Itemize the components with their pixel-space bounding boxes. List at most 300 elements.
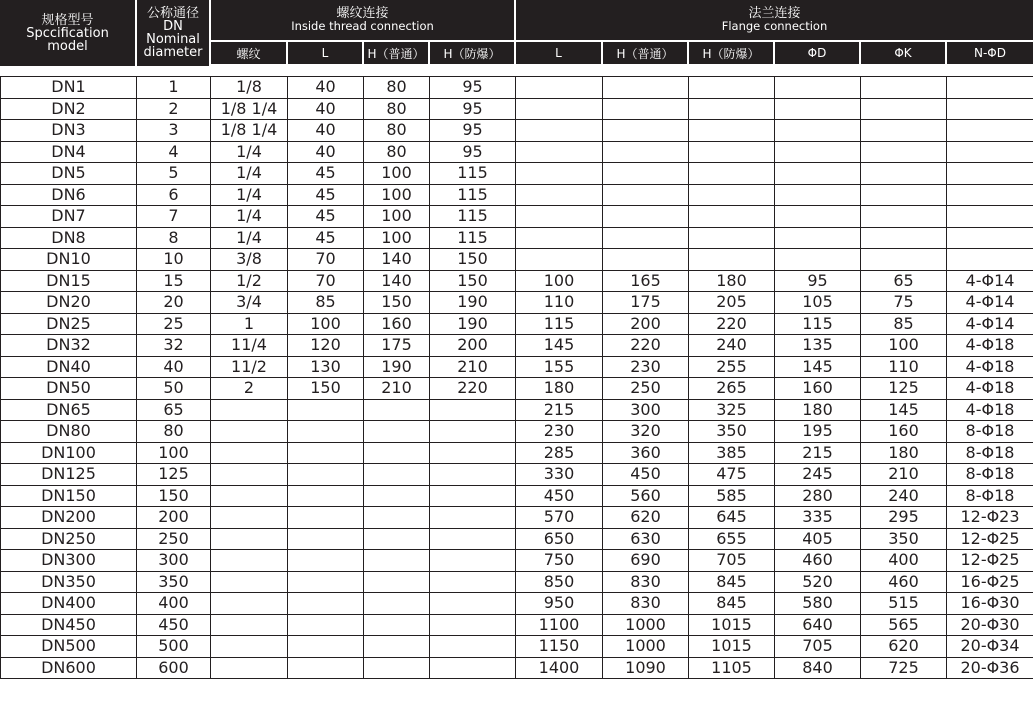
table-cell [775,120,861,142]
table-cell: 8 [137,227,211,249]
table-cell [211,657,288,679]
table-cell [947,227,1033,249]
table-cell: 845 [689,593,775,615]
table-cell: 140 [364,270,430,292]
model-cell: DN15 [1,270,137,292]
table-cell: 115 [430,184,516,206]
table-cell [861,184,947,206]
table-cell: 220 [603,335,689,357]
table-cell: 350 [137,571,211,593]
table-cell: 190 [430,292,516,314]
table-cell: 8-Φ18 [947,464,1033,486]
table-cell: 1/4 [211,163,288,185]
table-row [1,163,1033,185]
table-cell: 80 [364,77,430,99]
table-cell: 200 [603,313,689,335]
header-thread-cn: 螺纹连接 [336,6,389,21]
table-cell: 16-Φ25 [947,571,1033,593]
table-cell: 640 [775,614,861,636]
table-cell: 1/4 [211,206,288,228]
table-cell [516,98,603,120]
header-thread-group [211,0,514,40]
table-cell: 335 [775,507,861,529]
model-cell: DN8 [1,227,137,249]
table-cell: 300 [137,550,211,572]
table-cell: 600 [137,657,211,679]
table-cell: 80 [364,120,430,142]
table-cell: 4-Φ14 [947,270,1033,292]
table-cell: 250 [137,528,211,550]
table-cell [288,442,364,464]
table-cell [689,227,775,249]
header-dn-cn: 公称通径 [146,6,199,21]
table-cell [364,614,430,636]
table-cell: 12-Φ25 [947,528,1033,550]
table-cell [775,249,861,271]
model-cell: DN5 [1,163,137,185]
table-cell: 40 [137,356,211,378]
table-cell: 150 [430,270,516,292]
table-cell: 8-Φ18 [947,421,1033,443]
table-cell: 11/4 [211,335,288,357]
model-cell: DN10 [1,249,137,271]
table-cell: 460 [861,571,947,593]
table-cell [689,249,775,271]
table-cell [430,593,516,615]
table-cell: 95 [775,270,861,292]
table-cell [516,227,603,249]
table-cell [947,98,1033,120]
model-cell: DN150 [1,485,137,507]
table-cell: 180 [775,399,861,421]
table-cell: 135 [775,335,861,357]
table-cell: 205 [689,292,775,314]
table-cell: 6 [137,184,211,206]
table-cell: 450 [516,485,603,507]
table-cell: 360 [603,442,689,464]
model-cell: DN4 [1,141,137,163]
table-cell: 450 [137,614,211,636]
table-cell: 450 [603,464,689,486]
header-thread-col: H（普通） [364,42,428,64]
table-cell [364,464,430,486]
table-cell [775,163,861,185]
table-row [1,227,1033,249]
table-cell: 75 [861,292,947,314]
model-cell: DN125 [1,464,137,486]
header-spec-model-cn: 规格型号 [41,12,94,28]
table-row [1,528,1033,550]
table-cell: 655 [689,528,775,550]
table-row [1,141,1033,163]
table-cell: 160 [364,313,430,335]
table-cell: 45 [288,163,364,185]
header-flange-col: N-ΦD [947,42,1033,64]
table-cell: 100 [288,313,364,335]
table-cell: 210 [861,464,947,486]
table-cell: 950 [516,593,603,615]
header-flange-col: L [516,42,601,64]
table-cell: 32 [137,335,211,357]
table-cell: 210 [364,378,430,400]
table-cell: 565 [861,614,947,636]
table-cell: 95 [430,120,516,142]
table-cell [603,184,689,206]
table-cell [689,77,775,99]
table-cell: 350 [689,421,775,443]
table-cell [288,550,364,572]
model-cell: DN250 [1,528,137,550]
table-cell: 165 [603,270,689,292]
model-cell: DN40 [1,356,137,378]
table-cell: 15 [137,270,211,292]
table-row [1,206,1033,228]
model-cell: DN1 [1,77,137,99]
table-cell: 285 [516,442,603,464]
table-cell: 180 [516,378,603,400]
table-cell: 830 [603,571,689,593]
table-row [1,421,1033,443]
table-cell [775,184,861,206]
table-cell [364,593,430,615]
table-cell: 250 [603,378,689,400]
table-cell: 475 [689,464,775,486]
table-cell [516,141,603,163]
table-cell: 80 [364,141,430,163]
header-dn-l3: Nominal [146,32,200,47]
table-cell: 2 [211,378,288,400]
table-cell: 70 [288,270,364,292]
table-cell: 160 [861,421,947,443]
table-cell [603,77,689,99]
table-cell: 750 [516,550,603,572]
table-cell: 4-Φ14 [947,313,1033,335]
table-cell: 4-Φ18 [947,335,1033,357]
table-cell [947,77,1033,99]
table-cell: 1150 [516,636,603,658]
table-cell [603,163,689,185]
table-cell: 145 [516,335,603,357]
table-cell [288,571,364,593]
table-cell [689,184,775,206]
table-cell: 515 [861,593,947,615]
table-cell: 115 [775,313,861,335]
table-cell: 190 [430,313,516,335]
table-cell: 11/2 [211,356,288,378]
table-cell: 220 [430,378,516,400]
table-cell [364,528,430,550]
table-cell: 5 [137,163,211,185]
table-cell: 100 [364,227,430,249]
model-cell: DN350 [1,571,137,593]
table-cell [775,98,861,120]
table-cell: 1/4 [211,227,288,249]
header-spec-model [0,0,135,66]
table-cell: 100 [137,442,211,464]
table-cell: 50 [137,378,211,400]
table-cell: 245 [775,464,861,486]
table-row [1,184,1033,206]
table-cell [430,614,516,636]
table-cell [364,485,430,507]
table-cell: 3 [137,120,211,142]
table-cell [211,614,288,636]
table-cell: 105 [775,292,861,314]
table-cell [861,163,947,185]
table-cell: 240 [861,485,947,507]
table-cell [516,206,603,228]
table-cell: 180 [689,270,775,292]
table-cell [947,249,1033,271]
table-cell: 125 [137,464,211,486]
table-cell [288,636,364,658]
table-cell [288,464,364,486]
table-cell: 215 [775,442,861,464]
table-cell: 230 [516,421,603,443]
table-cell: 4-Φ18 [947,356,1033,378]
table-cell: 1/8 1/4 [211,98,288,120]
table-cell: 1100 [516,614,603,636]
table-cell: 320 [603,421,689,443]
table-cell: 560 [603,485,689,507]
table-cell: 95 [430,141,516,163]
table-cell: 330 [516,464,603,486]
header-flange-en: Flange connection [721,19,828,33]
model-cell: DN7 [1,206,137,228]
model-cell: DN65 [1,399,137,421]
table-row [1,378,1033,400]
table-cell [861,141,947,163]
table-cell [430,550,516,572]
table-cell: 12-Φ25 [947,550,1033,572]
table-cell: 4-Φ18 [947,399,1033,421]
table-cell: 40 [288,141,364,163]
table-cell: 620 [603,507,689,529]
table-row [1,657,1033,679]
table-cell: 80 [137,421,211,443]
table-cell: 1400 [516,657,603,679]
table-cell: 95 [430,98,516,120]
table-row [1,98,1033,120]
table-cell: 830 [603,593,689,615]
table-cell: 110 [516,292,603,314]
table-cell: 620 [861,636,947,658]
table-cell: 1105 [689,657,775,679]
table-cell: 145 [861,399,947,421]
model-cell: DN450 [1,614,137,636]
table-cell: 2 [137,98,211,120]
table-cell: 255 [689,356,775,378]
table-cell: 100 [516,270,603,292]
table-cell [430,442,516,464]
model-cell: DN50 [1,378,137,400]
table-row [1,507,1033,529]
table-cell [603,206,689,228]
table-cell [364,399,430,421]
model-cell: DN20 [1,292,137,314]
table-cell: 40 [288,98,364,120]
table-cell [364,507,430,529]
table-cell: 175 [603,292,689,314]
table-cell [364,421,430,443]
table-cell [516,249,603,271]
table-cell: 300 [603,399,689,421]
table-cell: 4 [137,141,211,163]
table-cell: 150 [137,485,211,507]
table-cell [211,464,288,486]
table-cell: 100 [861,335,947,357]
table-cell [861,120,947,142]
table-cell [861,77,947,99]
table-row [1,442,1033,464]
header-flange-col: ΦK [861,42,945,64]
table-cell [516,184,603,206]
table-cell: 1015 [689,636,775,658]
table-cell: 115 [430,163,516,185]
table-cell [775,77,861,99]
header-flange-col: H（普通） [603,42,687,64]
header-thread-col: H（防爆） [430,42,514,64]
table-cell [775,227,861,249]
model-cell: DN3 [1,120,137,142]
table-cell [947,141,1033,163]
table-cell [288,614,364,636]
table-cell: 460 [775,550,861,572]
model-cell: DN80 [1,421,137,443]
table-cell [861,98,947,120]
table-cell: 180 [861,442,947,464]
table-cell [211,421,288,443]
table-cell: 1000 [603,636,689,658]
table-row [1,292,1033,314]
table-cell: 580 [775,593,861,615]
table-cell: 220 [689,313,775,335]
table-cell [364,571,430,593]
table-cell [947,163,1033,185]
table-cell: 10 [137,249,211,271]
table-cell: 95 [430,77,516,99]
table-cell: 40 [288,77,364,99]
table-cell [211,442,288,464]
header-spec-model-en2: model [47,38,88,54]
table-cell [861,227,947,249]
table-cell [211,636,288,658]
table-cell: 7 [137,206,211,228]
table-cell: 200 [137,507,211,529]
table-cell [430,528,516,550]
table-cell: 25 [137,313,211,335]
table-cell [689,206,775,228]
table-cell [211,507,288,529]
table-cell: 85 [288,292,364,314]
header-nominal-diameter [137,0,209,66]
model-cell: DN600 [1,657,137,679]
table-cell: 140 [364,249,430,271]
table-cell [211,550,288,572]
table-row [1,77,1033,99]
table-cell: 840 [775,657,861,679]
table-cell: 20-Φ36 [947,657,1033,679]
table-cell: 45 [288,227,364,249]
table-cell: 630 [603,528,689,550]
table-header [0,0,1033,66]
table-cell [430,485,516,507]
table-cell: 405 [775,528,861,550]
table-cell: 570 [516,507,603,529]
table-cell: 3/4 [211,292,288,314]
table-cell: 150 [288,378,364,400]
table-cell [211,571,288,593]
header-flange-col: H（防爆） [689,42,773,64]
table-cell [861,206,947,228]
header-flange-group [516,0,1033,40]
table-cell [516,77,603,99]
table-cell: 1 [211,313,288,335]
table-cell: 585 [689,485,775,507]
table-cell [516,163,603,185]
table-cell [430,399,516,421]
table-cell [689,120,775,142]
model-cell: DN2 [1,98,137,120]
table-cell: 65 [137,399,211,421]
table-cell: 45 [288,206,364,228]
table-cell: 175 [364,335,430,357]
model-cell: DN100 [1,442,137,464]
table-cell: 115 [516,313,603,335]
table-cell [775,141,861,163]
table-row [1,335,1033,357]
table-cell [603,227,689,249]
table-cell [364,442,430,464]
table-cell: 80 [364,98,430,120]
table-row [1,120,1033,142]
table-cell [430,657,516,679]
table-row [1,636,1033,658]
table-cell [288,593,364,615]
table-cell [288,657,364,679]
table-cell: 385 [689,442,775,464]
model-cell: DN32 [1,335,137,357]
table-cell: 200 [430,335,516,357]
table-cell: 725 [861,657,947,679]
table-cell: 115 [430,227,516,249]
table-cell [364,550,430,572]
table-cell: 400 [861,550,947,572]
table-cell [430,507,516,529]
table-row [1,593,1033,615]
table-cell: 150 [364,292,430,314]
table-cell [211,485,288,507]
header-thread-col: 螺纹 [211,42,286,64]
table-cell: 210 [430,356,516,378]
table-cell: 115 [430,206,516,228]
table-cell: 65 [861,270,947,292]
table-cell: 110 [861,356,947,378]
table-cell: 850 [516,571,603,593]
table-cell: 215 [516,399,603,421]
table-cell: 1015 [689,614,775,636]
table-cell: 645 [689,507,775,529]
table-cell: 160 [775,378,861,400]
table-cell: 12-Φ23 [947,507,1033,529]
table-row [1,270,1033,292]
table-cell: 1/8 [211,77,288,99]
table-cell [516,120,603,142]
table-row [1,485,1033,507]
model-cell: DN500 [1,636,137,658]
table-row [1,614,1033,636]
table-cell: 520 [775,571,861,593]
